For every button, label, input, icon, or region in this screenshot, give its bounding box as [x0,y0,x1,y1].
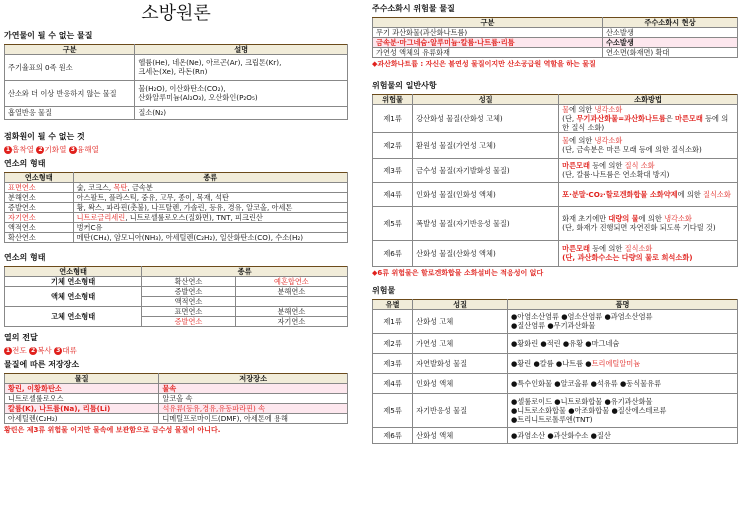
col-header: 품명 [508,299,738,309]
col-header: 소화방법 [559,94,738,104]
table-row: 제4류 인화성 액체 ●특수인화물 ●알코올류 ●석유류 ●동식물유류 [373,373,738,393]
sodium-peroxide-note: ◆과산화나트륨 : 자신은 불연성 물질이지만 산소공급원 역할을 하는 물질 [372,60,596,68]
table-row: 제2류 환원성 물질(가연성 고체) 물에 의한 냉각소화 (단, 금속분은 마른 모래 등에 의한 질식소화) [373,132,738,158]
section-heading: 주수소화시 위험물 물질 [372,4,455,13]
section-heading: 가연물이 될 수 없는 물질 [4,30,93,40]
table-row [5,80,348,106]
table-row: 제6류 산화성 물질(산화성 액체) 마른모래 등에 의한 질식소화 (단, 과산화수소는 다량의 물로 희석소화) [373,240,738,266]
section-heading: 점화원이 될 수 없는 것 [4,131,85,141]
table-row: 제1류 강산화성 물질(산화성 고체) 물에 의한 냉각소화 (단, 무기과산화물=과산화나트륨은 마른모래 등에 의한 질식 소화) [373,104,738,132]
col-header: 위험물 [373,94,413,104]
storage-table [4,373,348,424]
right-column [372,0,738,444]
table-row: 제2류 가연성 고체 ●황화린 ●적린 ●유황 ●마그네슘 [373,333,738,353]
table-row: 무기 과산화물(과산화나트륨) 산소발생 [373,28,738,38]
cell: 질소(N₂) [135,106,348,119]
table-row: 고체 연소형태 표면연소 분해연소 [5,306,348,316]
table-row: 액적연소 [5,296,348,306]
table-row: 황린, 이황화탄소 물속 [5,384,348,394]
table-row: 니트로셀룰로오스 알코올 속 [5,394,348,404]
hazmat-general-table [372,94,738,267]
table-row: 제3류 자연발화성 물질 ●황린 ●칼륨 ●나트륨 ●트리에틸알미늄 [373,353,738,373]
col-header: 설명 [135,44,348,54]
table-row: 증발연소 자기연소 [5,316,348,326]
col-header: 저장장소 [159,374,348,384]
col-header: 성질 [413,94,559,104]
col-header: 성질 [413,299,508,309]
noncombustible-table [4,44,348,120]
table-row: 금속분·마그네슘·알루미늄·칼륨·나트륨·리튬 수소발생 [373,38,738,48]
col-header: 종류 [142,266,348,276]
hazmat-class-table [372,299,738,444]
table-row: 액적연소 벙커C유 [5,222,348,232]
col-header: 종류 [73,172,347,182]
section-heading: 열의 전달 [4,332,38,342]
cell: 헬륨(He), 네온(Ne), 아르곤(Ar), 크립톤(Kr), 크세논(Xe), 라돈(Rn) [135,54,348,80]
cell: 물(H₂O), 이산화탄소(CO₂), 산화알루미늄(Al₂O₃), 오산화인(P₂O₅) [135,80,348,106]
table-row: 분해연소 아스팔트, 플라스틱, 중유, 고무, 종이, 목재, 석탄 [5,192,348,202]
table-row: 제4류 인화성 물질(인화성 액체) 포·분말·CO₂·할로겐화합물 소화약제에 의한 질식소화 [373,182,738,206]
col-header: 연소형태 [5,266,142,276]
col-header: 구분 [5,44,135,54]
table-row: 기체 연소형태 확산연소 예혼합연소 [5,276,348,286]
table-row: 제6류 산화성 액체 ●과염소산 ●과산화수소 ●질산 [373,427,738,443]
heat-transfer-list: 1 전도 2 복사 3 대류 [5,345,77,355]
section-heading: 연소의 형태 [4,252,46,262]
col-header: 연소형태 [5,172,74,182]
table-row: 액체 연소형태 증발연소 분해연소 [5,286,348,296]
cell: 주기율표의 0족 원소 [5,54,135,80]
table-row: 아세틸렌(C₂H₂) 디메틸프로마이드(DMF), 아세톤에 용해 [5,414,348,424]
table-row: 제5류 폭발성 물질(자기반응성 물질) 화재 초기에만 대량의 물에 의한 냉각소화 (단, 화재가 진행되면 자연진화 되도록 기다릴 것) [373,206,738,240]
table-row: 칼륨(K), 나트륨(Na), 리튬(Li) 석유류(등유,경유,유동파라핀) 속 [5,404,348,414]
table-row: 표면연소 숯, 코크스, 목탄, 금속분 [5,182,348,192]
table-row: 가연성 액체의 유류화재 연소면(화재면) 확대 [373,48,738,58]
table-row: 제5류 자기반응성 물질 ●셀룰로이드 ●니트로화합물 ●유기과산화물 ●니트로소화합물 ●아조화합물 ●질산에스테르류 ●트리니트로톨루엔(TNT) [373,393,738,427]
section-heading: 위험물의 일반사항 [372,80,437,90]
section-heading: 위험물 [372,285,396,295]
table-row: 제1류 산화성 고체 ●아염소산염류 ●염소산염류 ●과염소산염류 ●질산염류 ●무기과산화물 [373,309,738,333]
table-row: 자기연소 니트로글리세린, 니트로셀룰로오스(질화면), TNT, 피크린산 [5,212,348,222]
table-row [5,106,348,119]
cell: 흡열반응 물질 [5,106,135,119]
ignition-list: 1 흡착열 2 기화열 3 융해열 [5,144,99,154]
col-header: 유별 [373,299,413,309]
table-row: 증발연소 황, 왁스, 파라핀(촛불), 나프탈렌, 가솔린, 등유, 경유, 알코올, 아세톤 [5,202,348,212]
cell: 산소와 더 이상 반응하지 않는 물질 [5,80,135,106]
table-row [5,54,348,80]
combustion-state-table [4,266,348,327]
col-header: 구분 [373,18,603,28]
water-extinguish-table [372,17,738,58]
storage-note: 황린은 제3류 위험물 이지만 물속에 보관함으로 금수성 물질이 아니다. [4,426,221,435]
page-title: 소방원론 [141,3,211,24]
class6-note: ◆6류 위험물은 할로겐화합물 소화설비는 적응성이 없다 [372,268,544,277]
col-header: 주수소화시 현상 [602,18,737,28]
section-heading: 물질에 따른 저장장소 [4,360,80,370]
combustion-type-table [4,172,348,243]
left-column [4,0,348,439]
table-row: 제3류 금수성 물질(자기발화성 물질) 마른모래 등에 의한 질식 소화 (단, 칼륨·나트륨은 연소확대 방지) [373,158,738,182]
section-heading: 연소의 형태 [4,158,46,168]
table-row: 확산연소 메탄(CH₄), 암모니아(NH₃), 아세틸렌(C₂H₂), 일산화탄소(CO), 수소(H₂) [5,232,348,242]
col-header: 물질 [5,374,159,384]
